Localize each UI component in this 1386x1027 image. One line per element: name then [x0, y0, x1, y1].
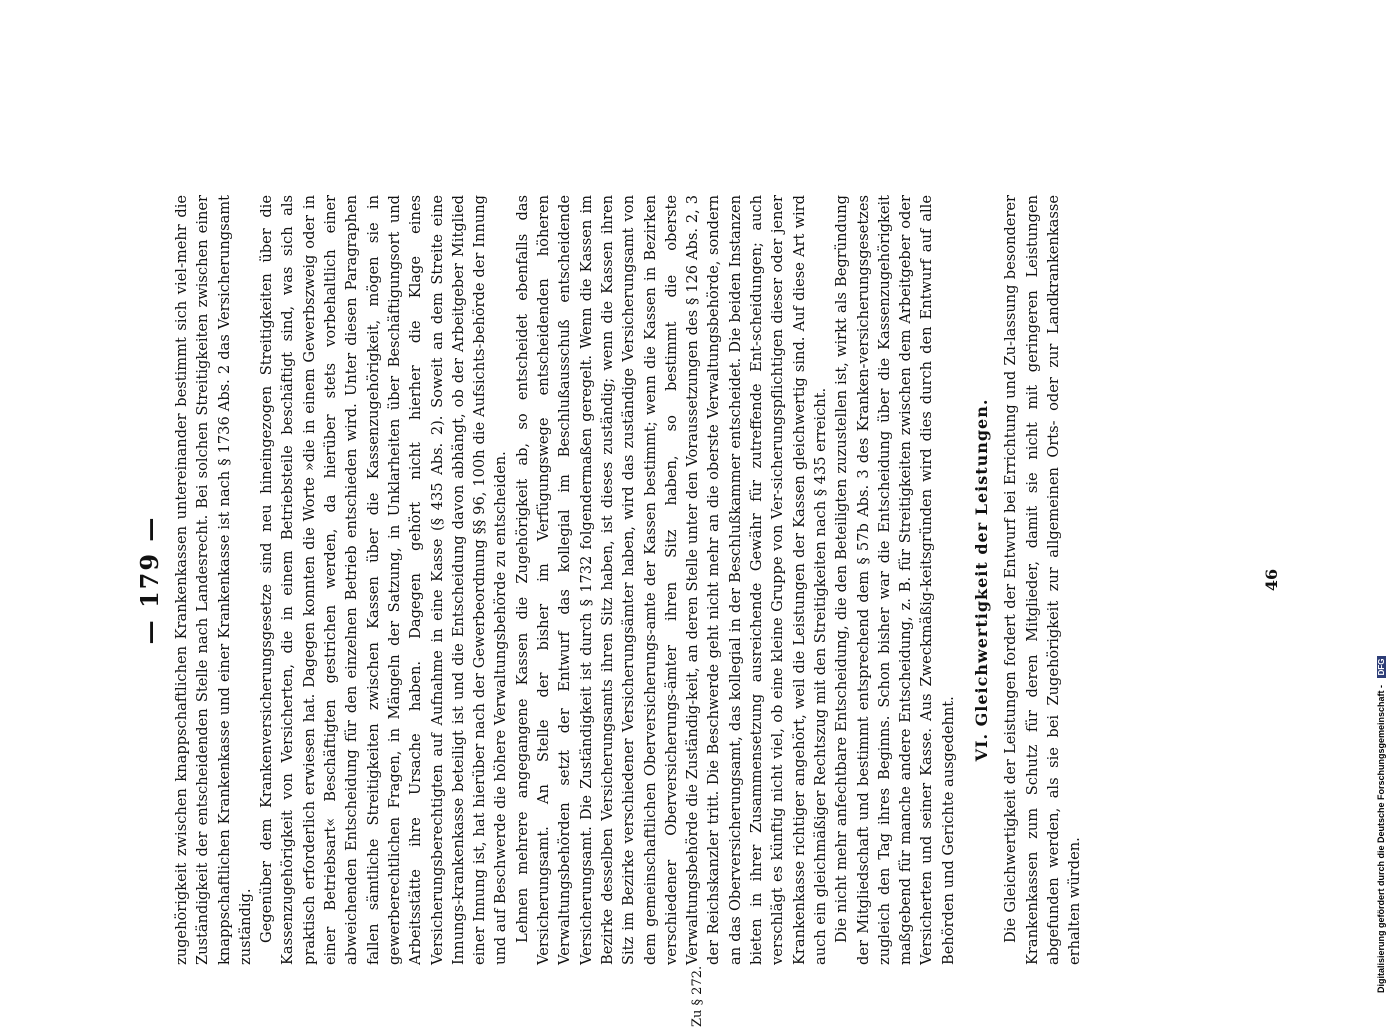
margin-note-section-ref: Zu § 272. — [690, 965, 705, 1027]
paragraph-3: Lehnen mehrere angegangene Kassen die Zugehörigkeit ab, so entscheidet ebenfalls das Versicherungsamt. An Stelle der bisher im Verfügungswege entscheidenden höheren Verwaltungsbehörden setzt der Entwurf das kollegial im Beschlußausschuß entscheidende Versicherungsamt. Die Zuständigkeit ist durch § 1732 folgendermaßen geregelt. Wenn die Kassen im Bezirke desselben Versicherungsamts ihren Sitz haben, ist dieses zuständig; wenn die Kassen ihren Sitz im Bezirke verschiedener Versicherungsämter haben, wird das zuständige Versicherungsamt von dem gemeinschaftlichen Oberversicherungs-amte der Kassen bestimmt; wenn die Kassen in Bezirken verschiedener Oberversicherungs-ämter ihren Sitz haben, so bestimmt die oberste Verwaltungsbehörde die Zuständig-keit, an deren Stelle unter den Voraussetzungen des § 126 Abs. 2, 3 der Reichskanzler tritt. Die Beschwerde geht nicht mehr an die oberste Verwaltungsbehörde, sondern an das Oberversicherungsamt, das kollegial in der Beschlußkammer entscheidet. Die beiden Instanzen bieten in ihrer Zusammensetzung ausreichende Gewähr für zutreffende Ent-scheidungen; auch verschlägt es künftig nicht viel, ob eine kleine Gruppe von Ver-sicherungspflichtigen dieser oder jener Krankenkasse richtiger angehört, weil die Leistungen der Kassen gleichwertig sind. Auf diese Art wird auch ein gleichmäßiger Rechtszug mit den Streitigkeiten nach § 435 erreicht. — [513, 195, 829, 965]
paragraph-4: Die nicht mehr anfechtbare Entscheidung, die den Beteiligten zuzustellen ist, wirkt als Begründung der Mitgliedschaft und bestimmt entsprechend dem § 57b Abs. 3 des Kranken-versicherungsgesetzes zugleich den Tag ihres Beginns. Schon bisher war die Entscheidung über die Kassenzugehörigkeit maßgebend für manche andere Entscheidung, z. B. für Streitigkeiten zwischen dem Arbeitgeber oder Versicherten und seiner Kasse. Aus Zweckmäßig-keitsgründen wird dies durch den Entwurf auf alle Behörden und Gerichte ausgedehnt. — [833, 195, 957, 965]
credit-text: Digitalisierung gefördert durch die Deutsche Forschungsgemeinschaft - — [1376, 684, 1386, 993]
digitization-credit — [1366, 8, 1386, 993]
page-header: — 179 — — [135, 515, 164, 645]
page-content — [135, 195, 1285, 1027]
signature-number: 46 — [1262, 568, 1281, 592]
paragraph-1: zugehörigkeit zwischen knappschaftlichen Krankenkassen untereinander bestimmt sich viel-mehr die Zuständigkeit der entscheidenden Stelle nach Landesrecht. Bei solchen Streitigkeiten zwischen einer knappschaftlichen Krankenkasse und einer Krankenkasse ist nach § 1736 Abs. 2 das Versicherungsamt zuständig. — [173, 195, 254, 965]
dfg-logo: DFG — [1377, 656, 1386, 679]
credit-line — [1376, 656, 1386, 993]
section-heading: VI. Gleichwertigkeit der Leistungen. — [971, 398, 991, 762]
paragraph-2: Gegenüber dem Krankenversicherungsgesetze sind neu hineingezogen Streitigkeiten über die Kassenzugehörigkeit von Versicherten, die in einem Betriebsteile beschäftigt sind, was sich als praktisch erforderlich erwiesen hat. Dagegen konnten die Worte »die in einem Gewerbszweig oder in einer Betriebsart« Beschäftigten gestrichen werden, da hierüber stets vorbehaltlich einer abweichenden Entscheidung für den einzelnen Betrieb entschieden wird. Unter diesen Paragraphen fallen sämtliche Streitigkeiten zwischen Kassen über die Kassenzugehörigkeit, mögen sie in gewerberechtlichen Fragen, in Mängeln der Satzung, in Unklarheiten über Beschäftigungsort und Arbeitsstätte ihre Ursache haben. Dagegen gehört nicht hierher die Klage eines Versicherungsberechtigten auf Aufnahme in eine Kasse (§ 435 Abs. 2). Soweit an dem Streite eine Innungs-krankenkasse beteiligt ist und die Entscheidung davon abhängt, ob der Arbeitgeber Mitglied einer Innung ist, hat hierüber nach der Gewerbeordnung §§ 96, 100h die Aufsichts-behörde der Innung und auf Beschwerde die höhere Verwaltungsbehörde zu entscheiden. — [258, 195, 510, 965]
document-body — [171, 195, 1085, 965]
rotated-text-block — [135, 195, 1285, 1027]
section-paragraph: Die Gleichwertigkeit der Leistungen fordert der Entwurf bei Errichtung und Zu-lassung besonderer Krankenkassen zum Schutz für deren Mitglieder, damit sie nicht mit geringeren Leistungen abgefunden werden, als sie bei Zugehörigkeit zur allgemeinen Orts- oder zur Landkrankenkasse erhalten würden. — [1002, 195, 1084, 965]
